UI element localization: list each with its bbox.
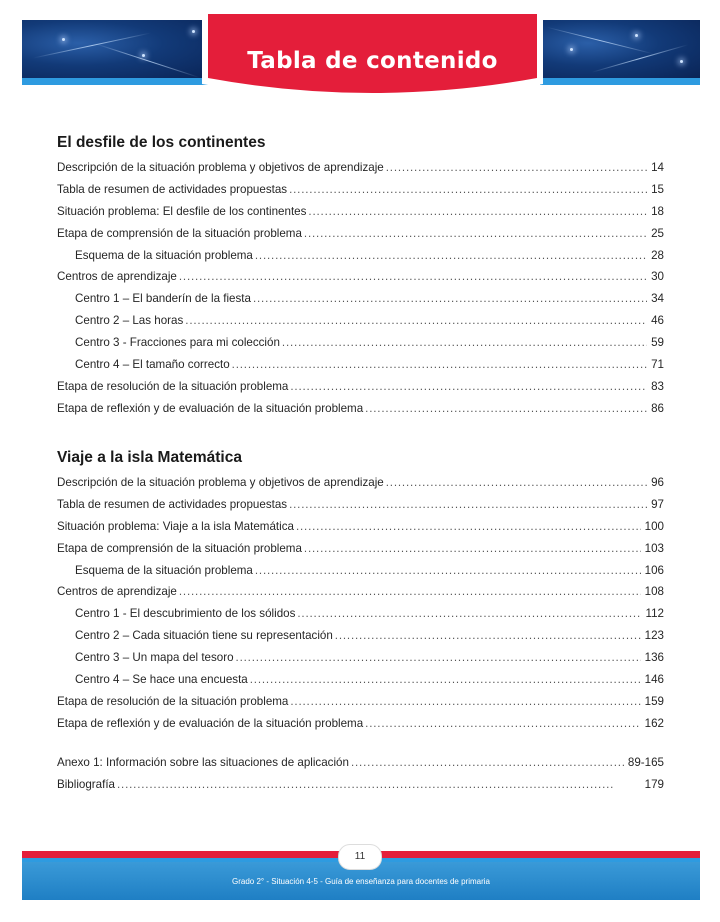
toc-section — [57, 131, 664, 420]
toc-entry-label: Etapa de resolución de la situación problema — [57, 694, 289, 708]
toc-entry[interactable] — [57, 201, 664, 223]
toc-entry-page: 86 — [651, 401, 664, 415]
leader-dots — [255, 560, 641, 582]
leader-dots — [179, 581, 641, 603]
toc-entry[interactable] — [57, 310, 664, 332]
toc-entry-page: 89-165 — [627, 756, 664, 769]
toc-entry-label: Descripción de la situación problema y objetivos de aprendizaje — [57, 476, 384, 489]
toc-entry-page: 108 — [644, 585, 664, 599]
toc-entry[interactable] — [57, 538, 664, 560]
toc-entry-page: 25 — [651, 226, 664, 240]
toc-entry-label: Tabla de resumen de actividades propuestas — [57, 182, 288, 196]
toc-entry[interactable] — [57, 774, 664, 796]
toc-entry[interactable] — [57, 157, 664, 179]
leader-dots — [386, 157, 647, 179]
leader-dots — [296, 516, 641, 538]
toc-entry-page: 28 — [651, 248, 664, 262]
toc-entry[interactable] — [57, 494, 664, 516]
footer-text: Grado 2° - Situación 4-5 - Guía de enseñanza para docentes de primaria — [231, 877, 490, 886]
leader-dots — [255, 245, 647, 267]
toc-entry-label: Esquema de la situación problema — [75, 248, 253, 262]
toc-entry[interactable] — [57, 376, 664, 398]
toc-entry[interactable] — [57, 603, 664, 625]
toc-entry[interactable] — [57, 713, 664, 735]
leader-dots — [290, 691, 640, 713]
toc-entry[interactable] — [57, 669, 664, 691]
toc-entry[interactable] — [57, 752, 664, 774]
leader-dots — [304, 223, 647, 245]
leader-dots — [250, 669, 641, 691]
toc-entry[interactable] — [57, 691, 664, 713]
toc-entry-page: 106 — [644, 563, 664, 577]
toc-entry-page: 83 — [651, 379, 664, 393]
toc-entry-label: Situación problema: El desfile de los continentes — [57, 204, 307, 218]
toc-entry[interactable] — [57, 472, 664, 494]
toc-entry-label: Centro 3 – Un mapa del tesoro — [75, 651, 234, 665]
toc-entry-page: 96 — [651, 476, 664, 489]
leader-dots — [335, 625, 641, 647]
toc-entry[interactable] — [57, 516, 664, 538]
toc-entry-label: Anexo 1: Información sobre las situaciones de aplicación — [57, 756, 349, 769]
toc-entry-page: 15 — [651, 182, 664, 196]
leader-dots — [297, 603, 641, 625]
toc-entry[interactable] — [57, 266, 664, 288]
header-stripe-left — [22, 78, 212, 85]
leader-dots — [282, 332, 647, 354]
section-title: Viaje a la isla Matemática — [57, 449, 242, 466]
toc-entry-label: Centro 1 - El descubrimiento de los sólidos — [75, 607, 296, 621]
leader-dots — [308, 201, 647, 223]
section-title: El desfile de los continentes — [57, 134, 266, 151]
toc-entry-label: Etapa de reflexión y de evaluación de la situación problema — [57, 401, 364, 415]
toc-entry-label: Etapa de reflexión y de evaluación de la situación problema — [57, 716, 364, 730]
leader-dots — [289, 494, 647, 516]
leader-dots — [232, 354, 647, 376]
toc-entry-page: 136 — [644, 651, 664, 665]
leader-dots — [236, 647, 641, 669]
toc-entry-page: 18 — [651, 204, 664, 218]
toc-entry[interactable] — [57, 332, 664, 354]
header-stripe-right — [540, 78, 700, 85]
leader-dots — [304, 538, 641, 560]
toc-entry-page: 30 — [651, 270, 664, 284]
toc-entry-page: 103 — [644, 541, 664, 555]
toc-entry-label: Esquema de la situación problema — [75, 563, 253, 577]
toc-entry[interactable] — [57, 647, 664, 669]
leader-dots — [179, 266, 647, 288]
toc-entry-page: 46 — [651, 314, 664, 328]
toc-entry-label: Descripción de la situación problema y objetivos de aprendizaje — [57, 161, 384, 174]
toc-entry-label: Centros de aprendizaje — [57, 585, 177, 599]
toc-entry[interactable] — [57, 560, 664, 582]
toc-entry[interactable] — [57, 625, 664, 647]
toc-entry[interactable] — [57, 223, 664, 245]
toc-entry-label: Bibliografía — [57, 777, 116, 791]
toc-entry-page: 14 — [651, 161, 664, 174]
toc-entry-label: Situación problema: Viaje a la isla Matemática — [57, 519, 294, 533]
leader-dots — [365, 398, 647, 420]
leader-dots — [386, 472, 647, 494]
leader-dots — [365, 713, 641, 735]
toc-entry-label: Centro 4 – Se hace una encuesta — [75, 673, 248, 687]
leader-dots — [290, 376, 647, 398]
toc-entry-page: 100 — [644, 519, 664, 533]
leader-dots — [351, 752, 624, 774]
page-number: 11 — [338, 844, 382, 870]
leader-dots — [117, 774, 641, 796]
toc-entry-page: 123 — [644, 629, 664, 643]
leader-dots — [289, 179, 647, 201]
toc-entry-page: 162 — [644, 716, 664, 730]
toc-entry-label: Etapa de comprensión de la situación problema — [57, 226, 302, 240]
toc-entry-label: Etapa de comprensión de la situación problema — [57, 541, 302, 555]
toc-section — [57, 446, 664, 735]
toc-entry-page: 146 — [644, 673, 664, 687]
toc-entry-page: 59 — [651, 336, 664, 350]
toc-entry-label: Etapa de resolución de la situación problema — [57, 379, 289, 393]
leader-dots — [185, 310, 647, 332]
toc-entry-page: 159 — [644, 694, 664, 708]
toc-entry[interactable] — [57, 398, 664, 420]
toc-entry-page: 179 — [644, 777, 664, 791]
leader-dots — [253, 288, 647, 310]
toc-entry-label: Centro 3 - Fracciones para mi colección — [75, 336, 280, 350]
toc-entry[interactable] — [57, 245, 664, 267]
toc-entry[interactable] — [57, 581, 664, 603]
toc-entry-page: 97 — [651, 497, 664, 511]
page-title: Tabla de contenido — [247, 48, 498, 74]
toc-entry-page: 34 — [651, 292, 664, 306]
toc-entry[interactable] — [57, 354, 664, 376]
toc-entry[interactable] — [57, 288, 664, 310]
toc-entry-page: 112 — [645, 607, 664, 621]
toc-entry-label: Centro 1 – El banderín de la fiesta — [75, 292, 251, 306]
toc-entry-label: Tabla de resumen de actividades propuestas — [57, 497, 288, 511]
toc-entry-label: Centro 2 – Las horas — [75, 314, 184, 328]
toc-entry-label: Centro 4 – El tamaño correcto — [75, 358, 230, 372]
toc-entry-label: Centros de aprendizaje — [57, 270, 177, 284]
toc-entry-label: Centro 2 – Cada situación tiene su representación — [75, 629, 333, 643]
header-banner-right — [540, 20, 700, 78]
toc-entry-page: 71 — [651, 358, 664, 372]
header-banner-left — [22, 20, 212, 78]
toc-extras — [57, 752, 664, 796]
toc-entry[interactable] — [57, 179, 664, 201]
